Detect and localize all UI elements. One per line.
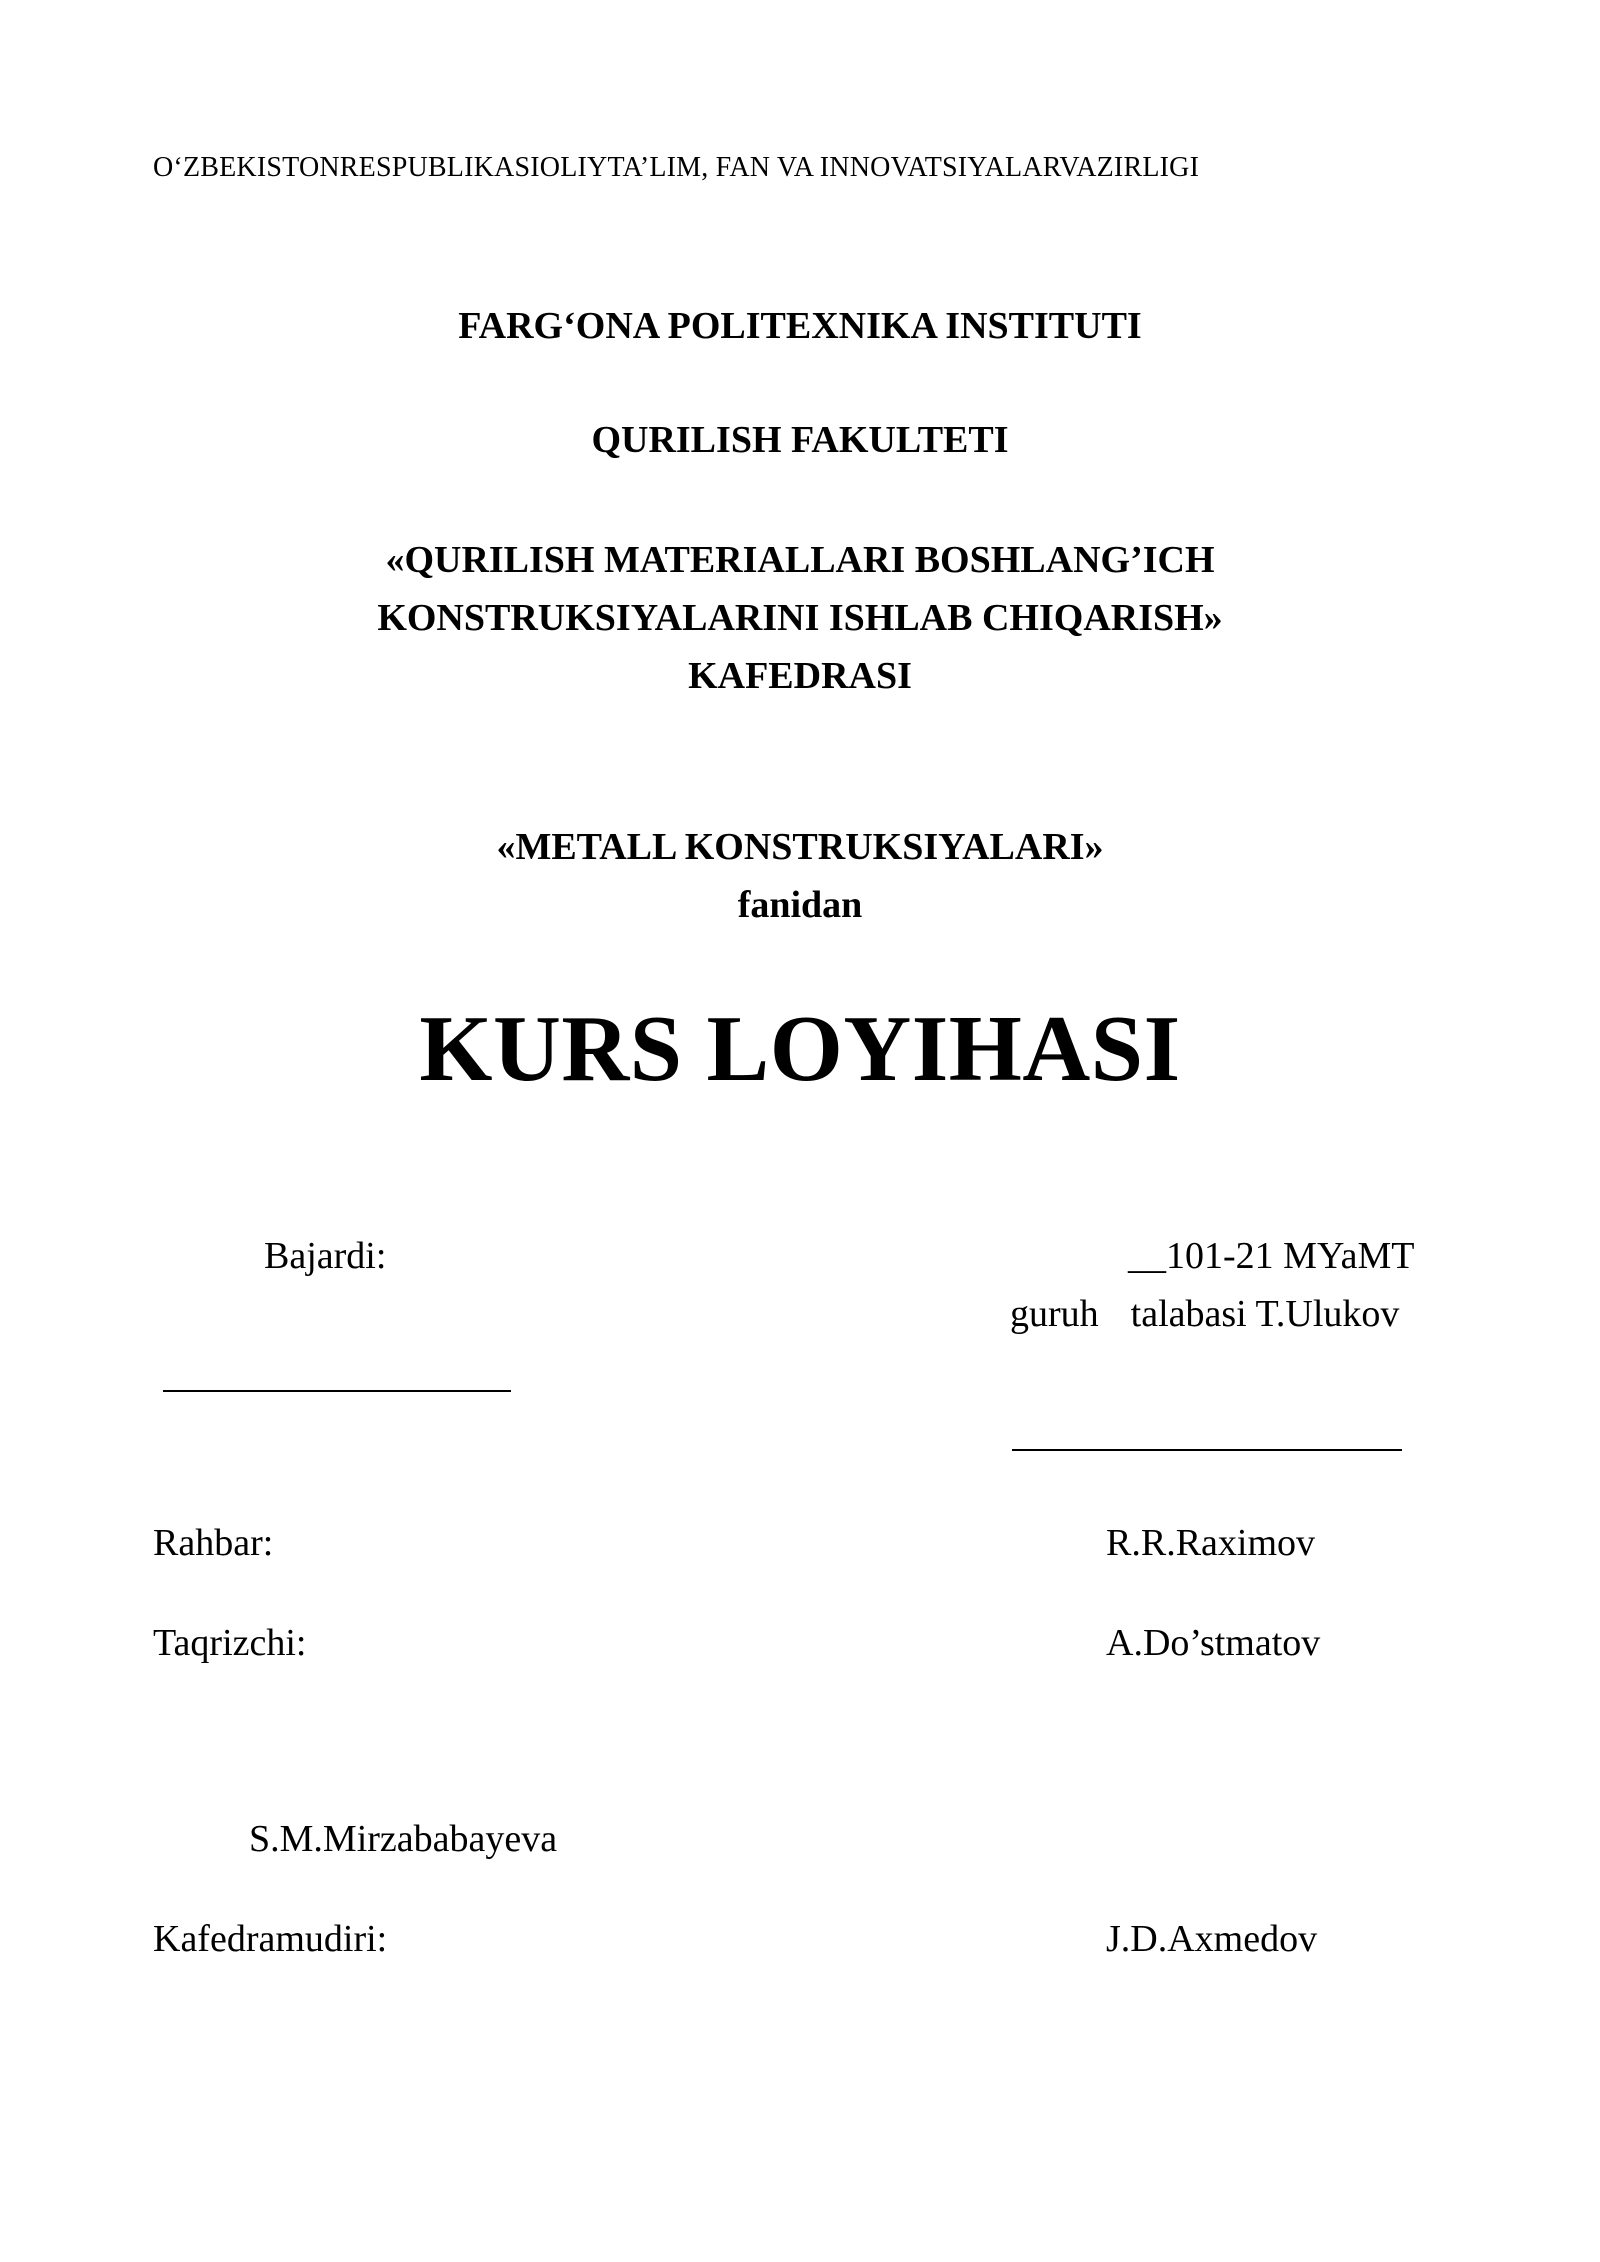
subject-block	[0, 818, 1600, 934]
reviewer-name: A.Do’stmatov	[1106, 1622, 1321, 1664]
signature-line-right	[1012, 1449, 1402, 1451]
student-name: talabasi T.Ulukov	[1130, 1293, 1400, 1335]
student-group-word: guruh	[1010, 1293, 1099, 1335]
faculty-name: QURILISH FAKULTETI	[591, 419, 1009, 461]
performer-student	[1010, 1292, 1399, 1336]
head-of-department-name: J.D.Axmedov	[1106, 1918, 1318, 1960]
institute-name: FARG‘ONA POLITEXNIKA INSTITUTI	[458, 305, 1142, 347]
subject-suffix: fanidan	[737, 884, 863, 926]
document-title: KURS LOYIHASI	[419, 997, 1181, 1101]
supervisor-label: Rahbar:	[153, 1522, 274, 1564]
department-line: «QURILISH MATERIALLARI BOSHLANG’ICH	[385, 539, 1215, 581]
department-name	[0, 531, 1600, 705]
reviewer-label: Taqrizchi:	[153, 1622, 307, 1664]
department-line: KAFEDRASI	[688, 655, 912, 697]
head-of-department-label: Kafedramudiri:	[153, 1918, 388, 1960]
subject-name: «METALL KONSTRUKSIYALARI»	[496, 826, 1104, 868]
ministry-name: O‘ZBEKISTONRESPUBLIKASIOLIYTA’LIM, FAN VA INNOVATSIYALARVAZIRLIGI	[153, 152, 1200, 183]
department-line: KONSTRUKSIYALARINI ISHLAB CHIQARISH»	[377, 597, 1223, 639]
supervisor-name: R.R.Raximov	[1106, 1522, 1316, 1564]
extra-name: S.M.Mirzababayeva	[249, 1818, 558, 1860]
signature-line-left	[163, 1390, 511, 1392]
performer-label: Bajardi:	[264, 1235, 387, 1277]
performer-group: __101-21 MYaMT	[1128, 1235, 1415, 1277]
